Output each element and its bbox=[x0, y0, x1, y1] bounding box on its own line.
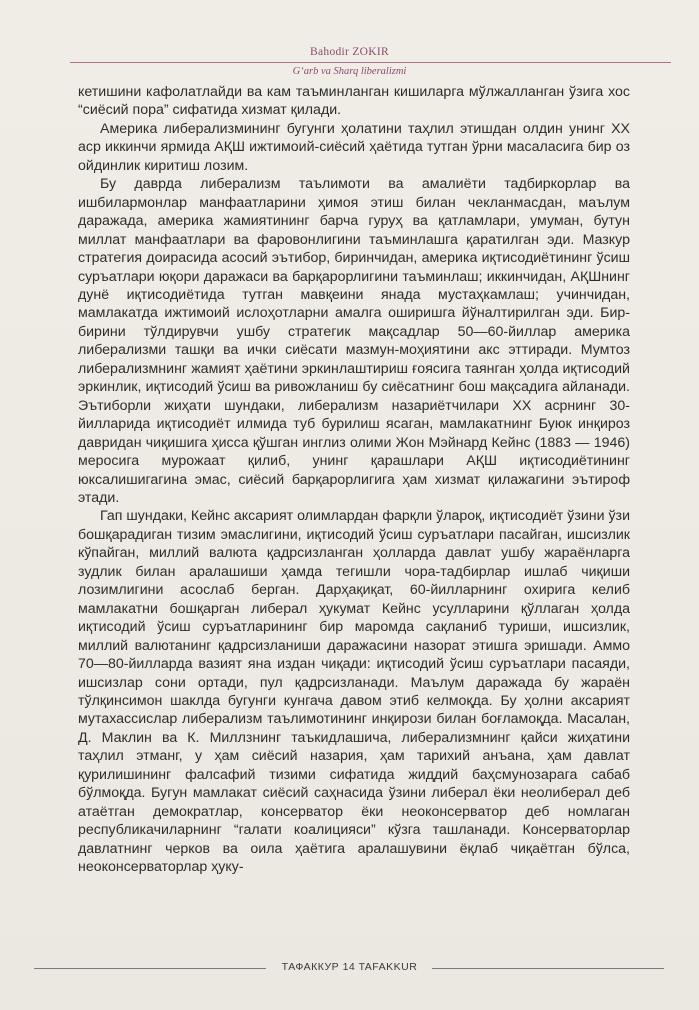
footer-page-label: ТАФАККУР 14 TAFAKKUR bbox=[281, 961, 418, 973]
paragraph-continued: кетишини кафолатлайди ва кам таъминланган кишиларга мўлжалланган ўзига хос “сиёсий пора” сифатида хизмат қилади. bbox=[78, 84, 630, 119]
article-body bbox=[78, 83, 630, 876]
header-subtitle: G‘arb va Sharq liberalizmi bbox=[292, 66, 407, 77]
paragraph: Бу даврда либерализм таълимоти ва амалиёти тадбиркорлар ва ишбилармонлар манфаатларини ҳимоя этиш билан чекланмасдан, маълум даражада, америка жамиятининг барча гуруҳ ва қатламлари, умуман, бутун миллат манфаатлари ва фаровонлигини таъминлашга қаратилган эди. Мазкур стратегия доирасида асосий эътибор, биринчидан, америка иқтисодиётининг ўсиш суръатлари юқори даражаси ва барқарорлигини таъминлаш; иккинчидан, АҚШнинг дунё иқтисодиётида тутган мавқеини янада мустаҳкамлаш; учинчидан, мамлакатда ижтимоий ислоҳотларни амалга оширишга йўналтирилган эди. Бир-бирини тўлдирувчи ушбу стратегик мақсадлар 50—60-йиллар америка либерализми ташқи ва ички сиёсати мазмун-моҳиятини акс эттиради. Мумтоз либерализмнинг жамият ҳаётини эркинлаштириш ғоясига таянган ҳолда иқтисодий эркинлик, иқтисодий ўсиш ва ривожланиш бу сиёсатнинг бош мақсадига айланади. Эътиборли жиҳати шундаки, либерализм назариётчилари ХХ асрнинг 30-йилларида иқтисодиёт илмида туб бурилиш ясаган, мамлакатнинг Буюк инқироз давридан чиқишига ҳисса қўшган инглиз олими Жон Мэйнард Кейнс (1883 — 1946) меросига мурожаат қилиб, унинг қарашлари АҚШ иқтисодиётининг юксалишигагина эмас, сиёсий барқарорлигига ҳам хизмат қилажагини эътироф этади. bbox=[78, 176, 630, 506]
paragraph: Америка либерализмининг бугунги ҳолатини таҳлил этишдан олдин унинг ХХ аср иккинчи ярмида АҚШ ижтимоий-сиёсий ҳаётида тутган ўрни масаласига бир оз ойдинлик киритиш лозим. bbox=[78, 120, 630, 174]
running-header bbox=[0, 44, 699, 84]
paragraph: Гап шундаки, Кейнс аксарият олимлардан фарқли ўлароқ, иқтисодиёт ўзини ўзи бошқарадиган тизим эмаслигини, иқтисодий ўсиш суръатлари пасайган, ишсизлик кўпайган, миллий валюта қадрсизланган ҳолларда давлат ушбу жараёнларга зудлик билан аралашиши ҳамда тегишли чора-тадбирлар ишлаб чиқиши лозимлигини асослаб берган. Дарҳақиқат, 60-йилларнинг охирига келиб мамлакатни бошқарган либерал ҳукумат Кейнс усулларини қўллаган ҳолда иқтисодий ўсиш суръатларининг бир маромда сақланиб туриши, ишсизлик, миллий валютанинг қадрсизланиши даражасини назорат этишга эришади. Аммо 70—80-йилларда вазият яна издан чиқади: иқтисодий ўсиш суръатлари пасаяди, ишсизлар сони ортади, пул қадрсизланади. Маълум даражада бу жараён тўлқинсимон шаклда бугунги кунгача давом этиб келмоқда. Бу ҳолни аксарият мутахассислар либерализм таълимотининг инқирози билан боғламоқда. Масалан, Д. Маклин ва К. Миллзнинг таъкидлашича, либерализмнинг қайси жиҳатини таҳлил этманг, у ҳам сиёсий назария, ҳам тарихий анъана, ҳам давлат қурилишининг фалсафий тизими сифатида жиддий баҳсмунозарага сабаб бўлмоқда. Бугун мамлакат сиёсий саҳнасида ўзини либерал ёки неолиберал деб атаётган демократлар, консерватор ёки неоконсерватор деб номлаган республикачиларнинг “галати коалицияси” кўзга ташланади. Консерваторлар давлатнинг черков ва оила ҳаётига аралашувини ёқлаб чиқаётган бўлса, неоконсерваторлар ҳуку- bbox=[78, 508, 630, 876]
header-author: Bahodir ZOKIR bbox=[310, 46, 389, 58]
running-footer bbox=[0, 960, 699, 976]
header-rule bbox=[70, 62, 671, 63]
footer-rule-right bbox=[432, 968, 664, 969]
